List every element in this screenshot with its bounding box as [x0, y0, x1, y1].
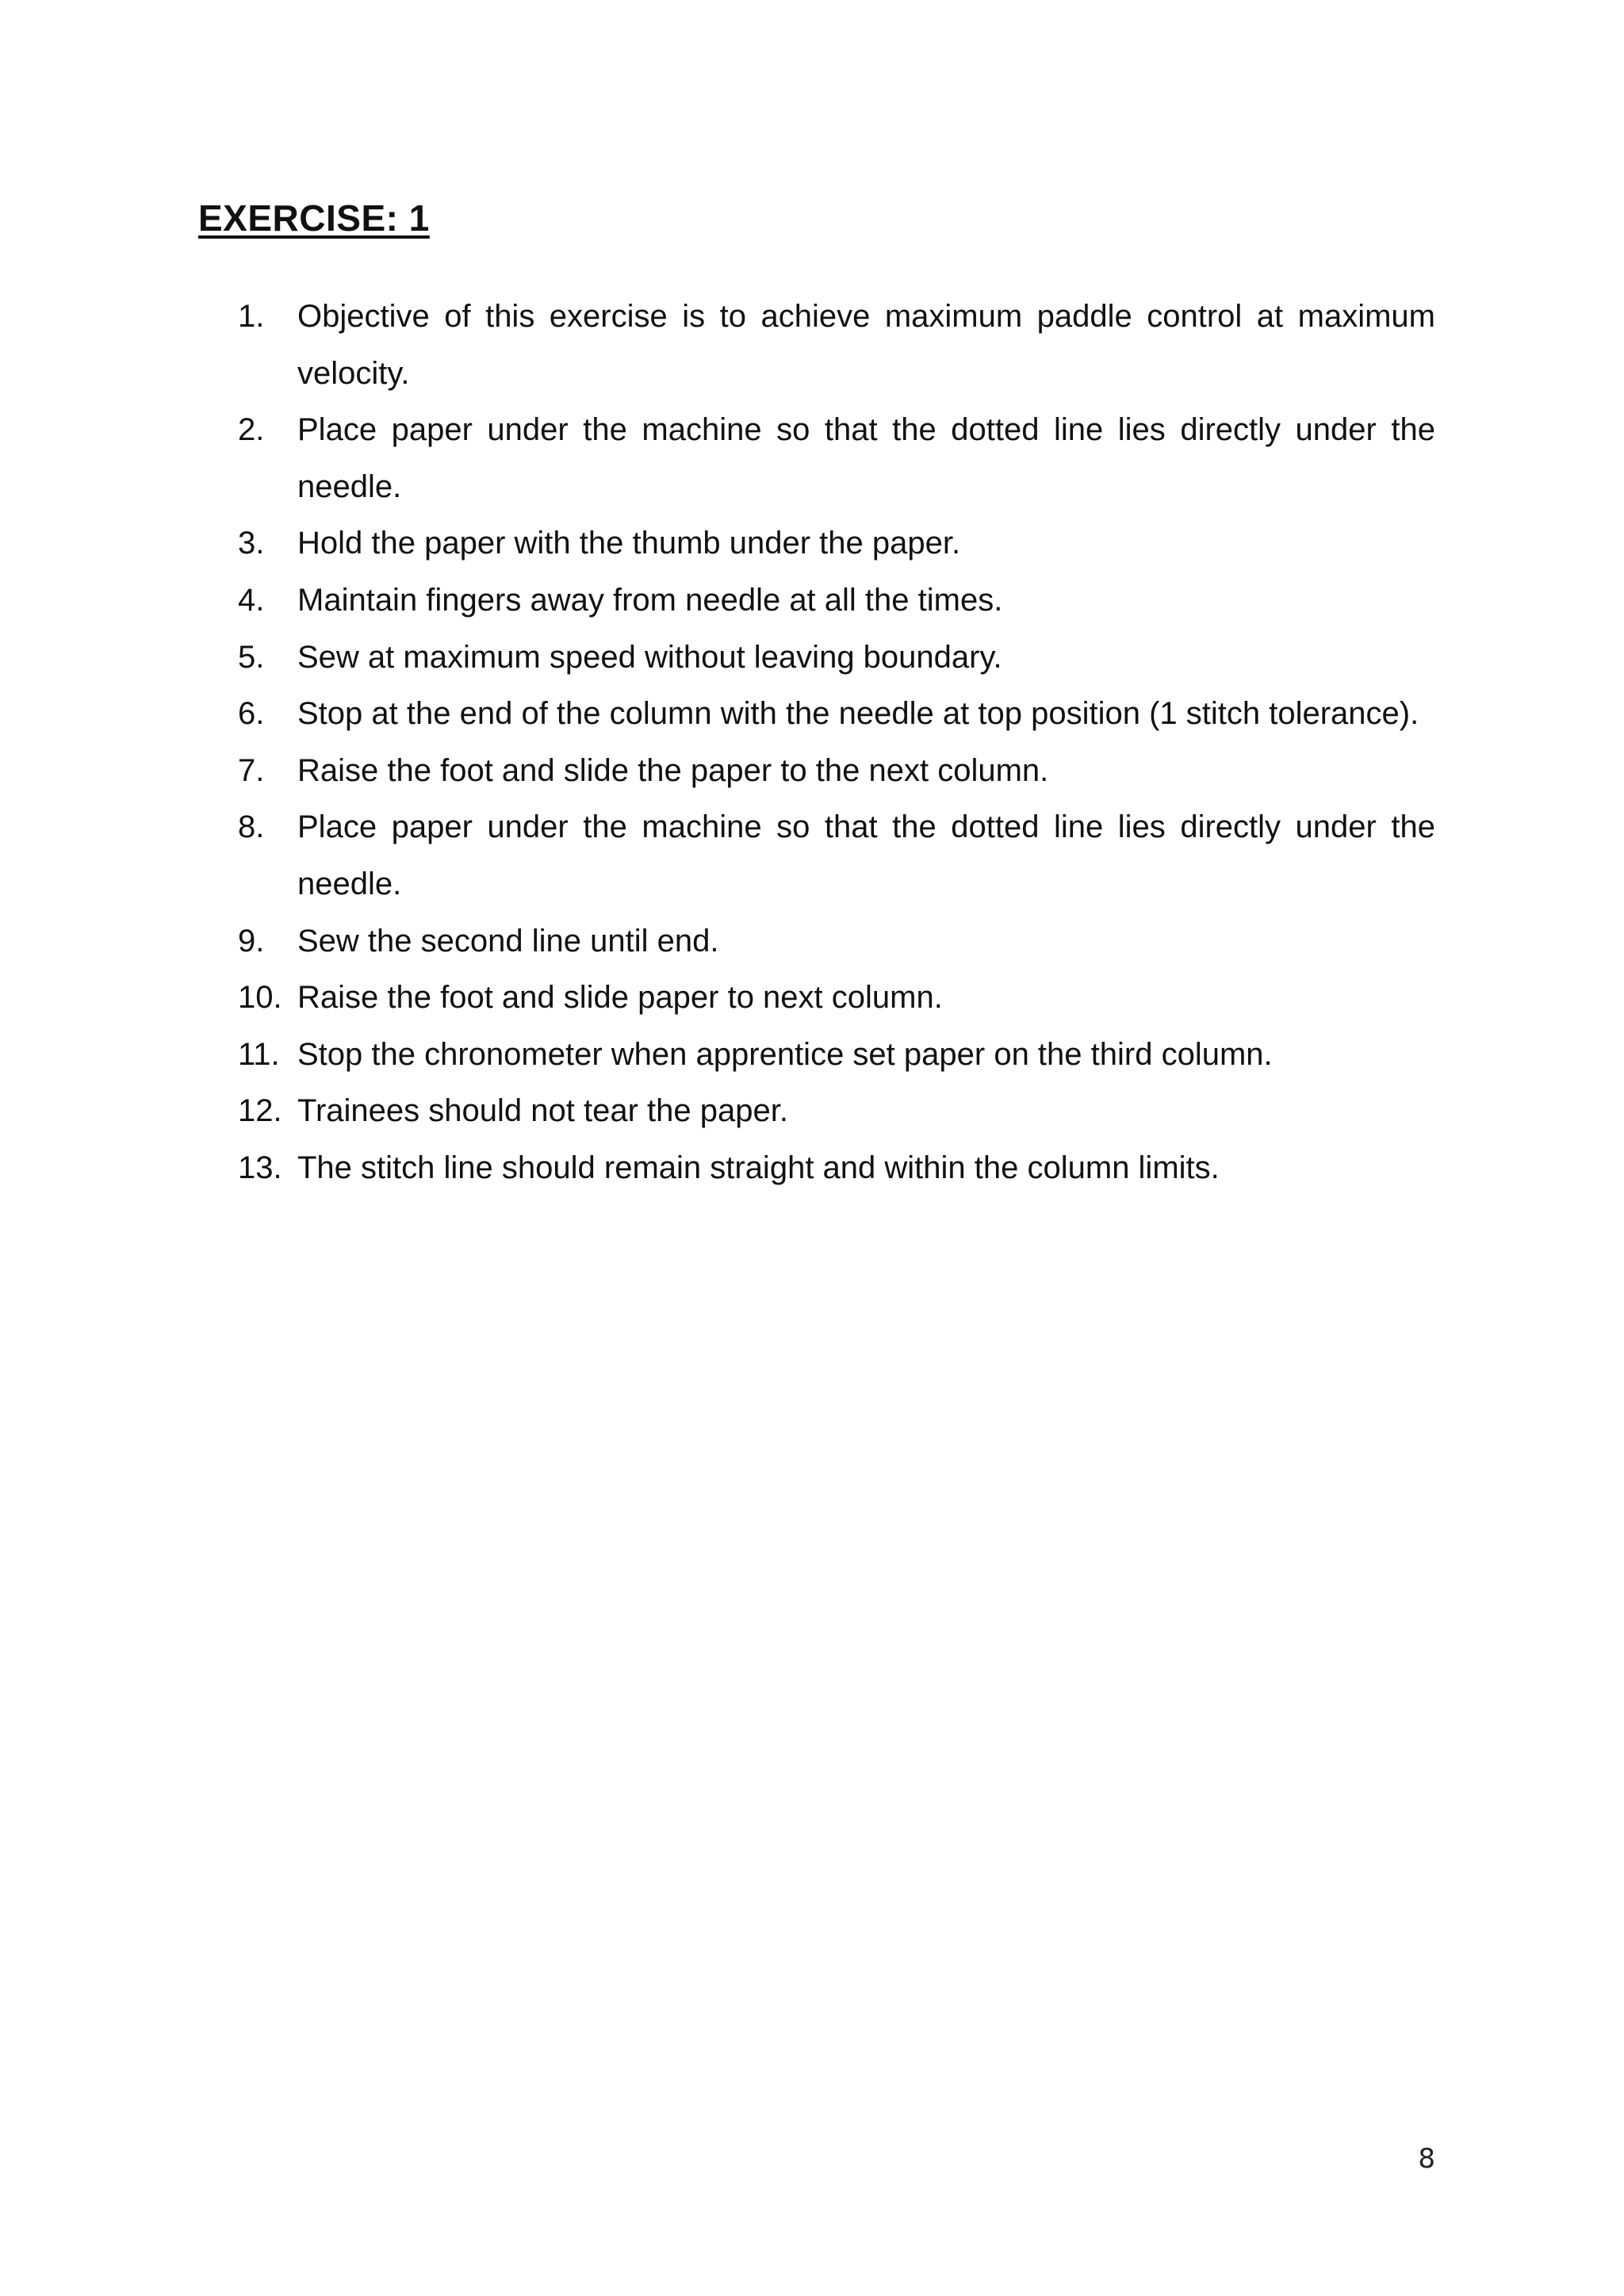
step-number: 3.	[238, 526, 265, 561]
page-number: 8	[1418, 2143, 1435, 2175]
list-item	[238, 799, 1435, 913]
step-text: Place paper under the machine so that the dotted line lies directly under the needle.	[297, 412, 1435, 504]
step-text: Raise the foot and slide the paper to the next column.	[297, 752, 1049, 788]
step-text: Maintain fingers away from needle at all the times.	[297, 582, 1003, 618]
step-text: Stop at the end of the column with the needle at top position (1 stitch tolerance).	[297, 696, 1419, 732]
step-text: Hold the paper with the thumb under the paper.	[297, 526, 961, 561]
step-text: Place paper under the machine so that the dotted line lies directly under the needle.	[297, 809, 1435, 901]
step-number: 1.	[238, 299, 265, 334]
step-number: 13.	[238, 1150, 282, 1185]
list-item	[238, 686, 1435, 743]
list-item	[238, 402, 1435, 515]
step-number: 10.	[238, 980, 282, 1016]
list-item	[238, 572, 1435, 629]
exercise-heading: EXERCISE: 1	[198, 197, 430, 239]
step-number: 8.	[238, 809, 265, 845]
list-item	[238, 1140, 1435, 1197]
step-number: 4.	[238, 582, 265, 618]
list-item	[238, 1083, 1435, 1140]
step-number: 11.	[238, 1036, 280, 1072]
step-text: Raise the foot and slide paper to next column.	[297, 980, 943, 1016]
step-number: 12.	[238, 1093, 282, 1129]
list-item	[238, 913, 1435, 970]
list-item	[238, 743, 1435, 800]
step-number: 5.	[238, 639, 265, 675]
step-number: 6.	[238, 696, 265, 732]
list-item	[238, 629, 1435, 687]
step-text: Objective of this exercise is to achieve maximum paddle control at maximum velocity.	[297, 299, 1435, 391]
step-text: Sew at maximum speed without leaving boundary.	[297, 639, 1002, 675]
step-text: Stop the chronometer when apprentice set paper on the third column.	[297, 1036, 1273, 1072]
steps-list	[238, 289, 1435, 1197]
step-number: 2.	[238, 412, 265, 448]
list-item	[238, 515, 1435, 572]
list-item	[238, 289, 1435, 402]
step-text: The stitch line should remain straight and within the column limits.	[297, 1150, 1220, 1185]
step-number: 9.	[238, 923, 265, 959]
list-item	[238, 970, 1435, 1027]
list-item	[238, 1027, 1435, 1084]
step-number: 7.	[238, 752, 265, 788]
step-text: Sew the second line until end.	[297, 923, 719, 959]
step-text: Trainees should not tear the paper.	[297, 1093, 788, 1129]
